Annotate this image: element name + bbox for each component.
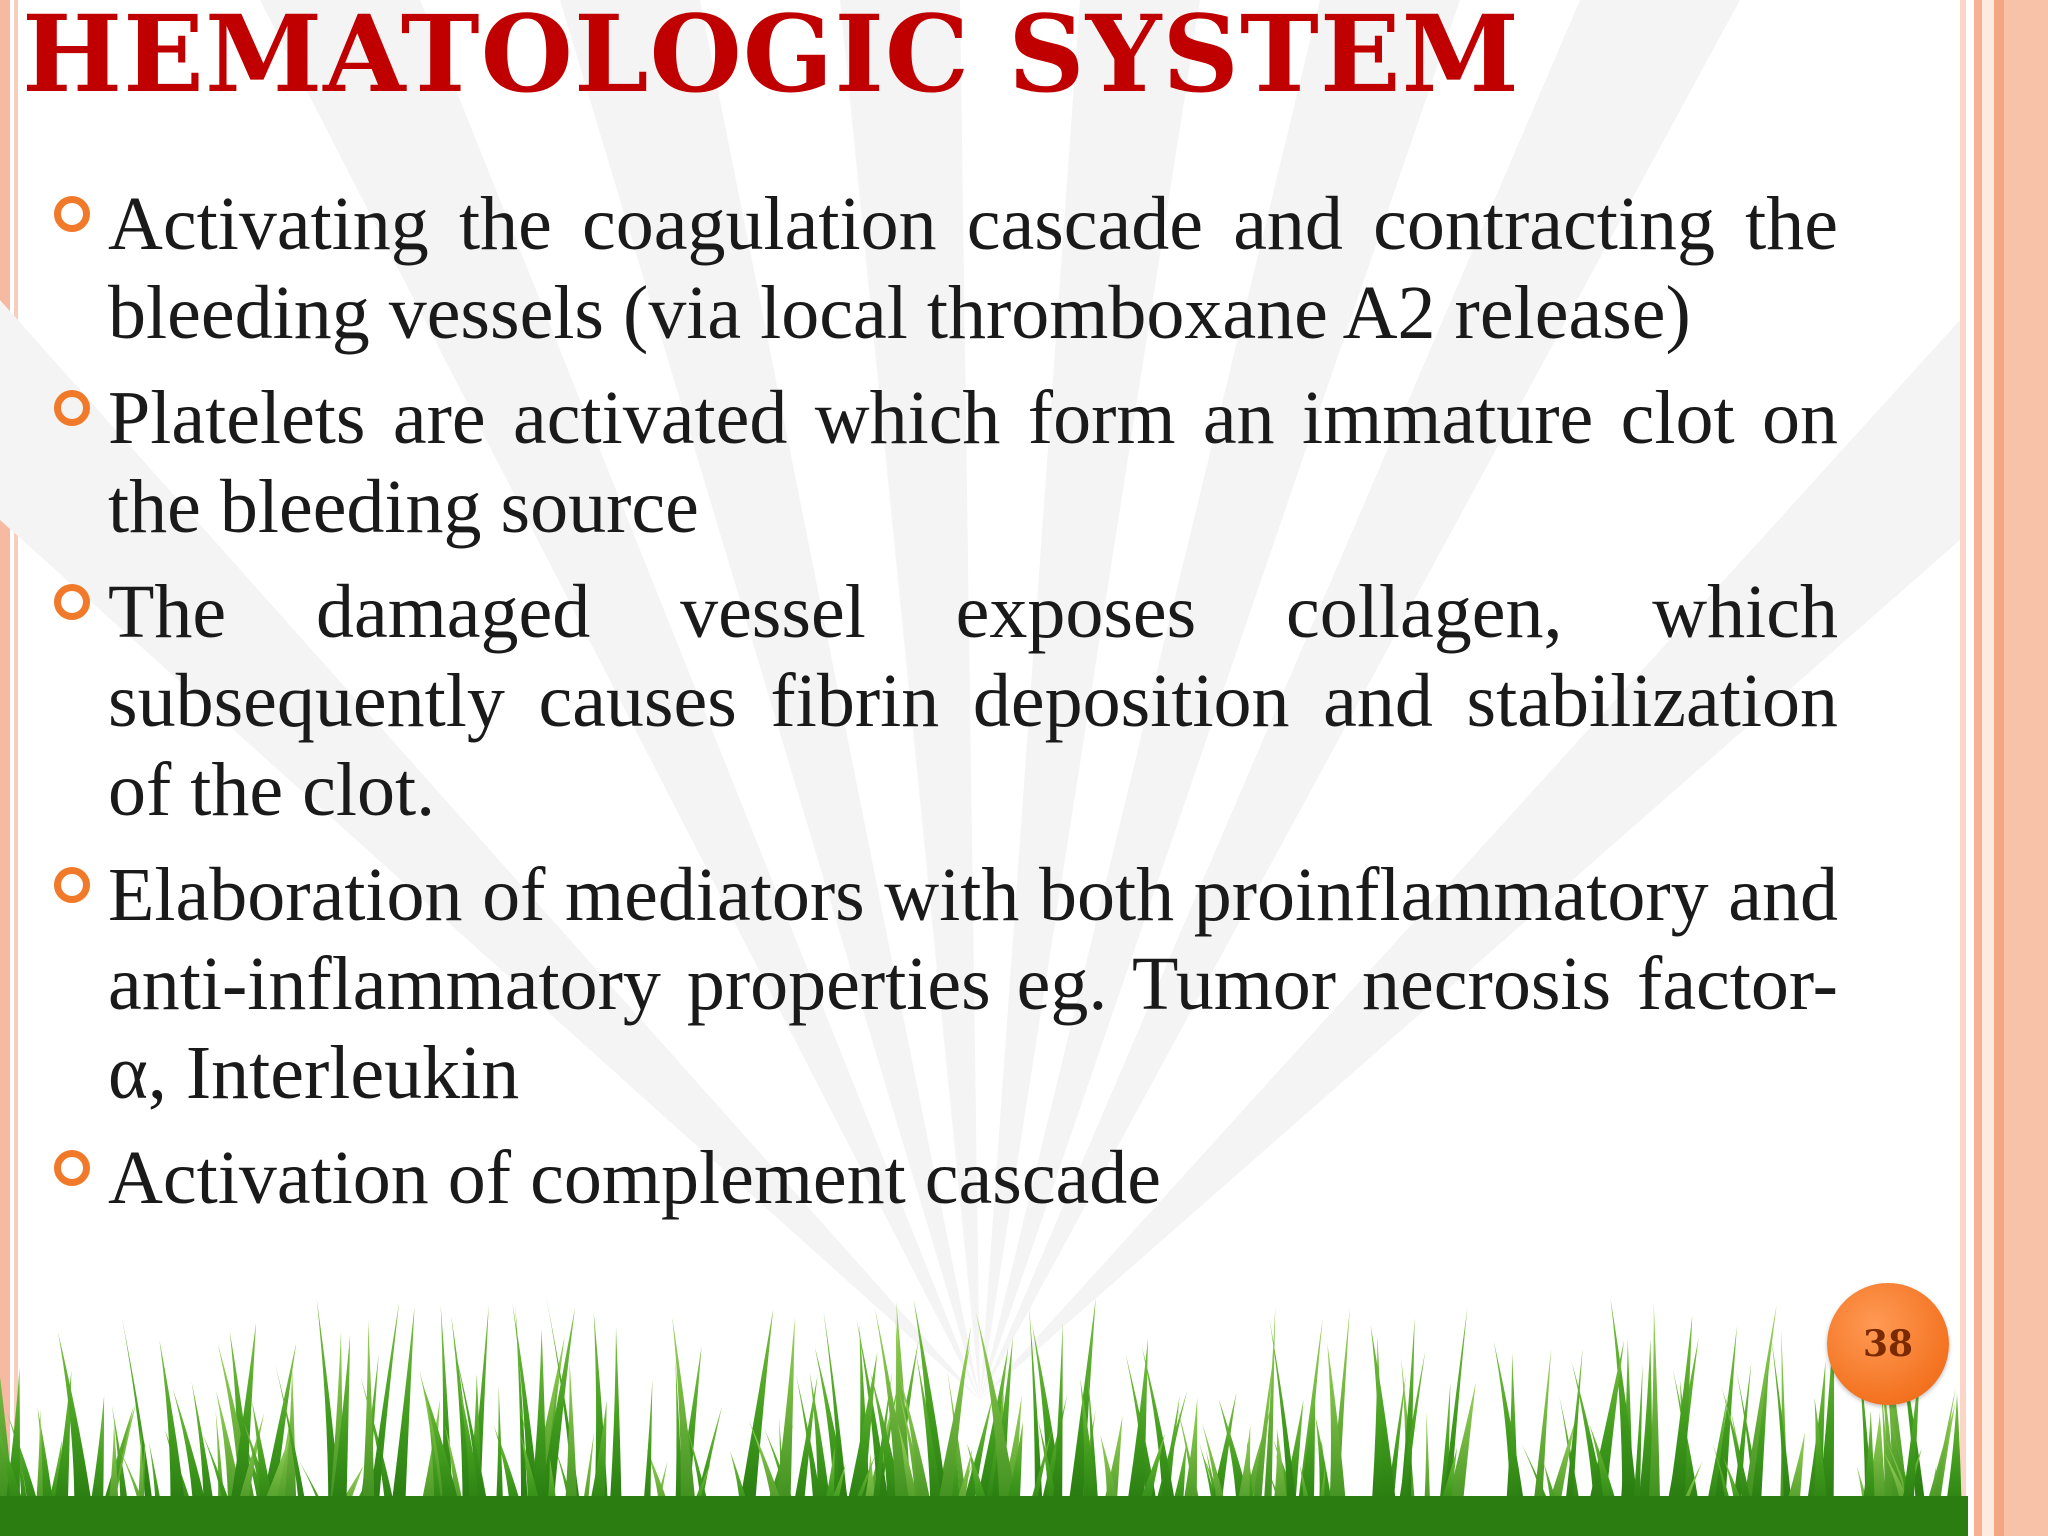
hollow-circle-bullet-icon <box>54 390 90 426</box>
bullet-item-collagen <box>0 568 1838 835</box>
bullet-text: Activation of complement cascade <box>108 1136 1162 1220</box>
page-number: 38 <box>1862 1323 1914 1365</box>
bullet-text: Platelets are activated which form an immature clot on the bleeding source <box>108 376 1838 549</box>
bullet-item-mediators <box>0 851 1838 1118</box>
hollow-circle-bullet-icon <box>54 867 90 903</box>
bullet-text: Activating the coagulation cascade and contracting the bleeding vessels (via local thromboxane A2 release) <box>108 182 1838 355</box>
bullet-item-coagulation <box>0 180 1838 358</box>
hollow-circle-bullet-icon <box>54 196 90 232</box>
right-border-band <box>1960 0 2048 1536</box>
hollow-circle-bullet-icon <box>54 1150 90 1186</box>
bullet-text: Elaboration of mediators with both proinflammatory and anti-inflammatory properties eg. Tumor necrosis factor-α, Interleukin <box>108 853 1838 1115</box>
page-number-badge <box>1827 1283 1949 1405</box>
bullet-list <box>0 180 1960 1239</box>
grass-decoration <box>0 1296 1968 1536</box>
bullet-item-platelets <box>0 374 1838 552</box>
hollow-circle-bullet-icon <box>54 584 90 620</box>
slide-title: HEMATOLOGIC SYSTEM <box>22 0 1520 116</box>
bullet-item-complement <box>0 1134 1838 1223</box>
bullet-text: The damaged vessel exposes collagen, which subsequently causes fibrin deposition and stabilization of the clot. <box>108 570 1838 832</box>
